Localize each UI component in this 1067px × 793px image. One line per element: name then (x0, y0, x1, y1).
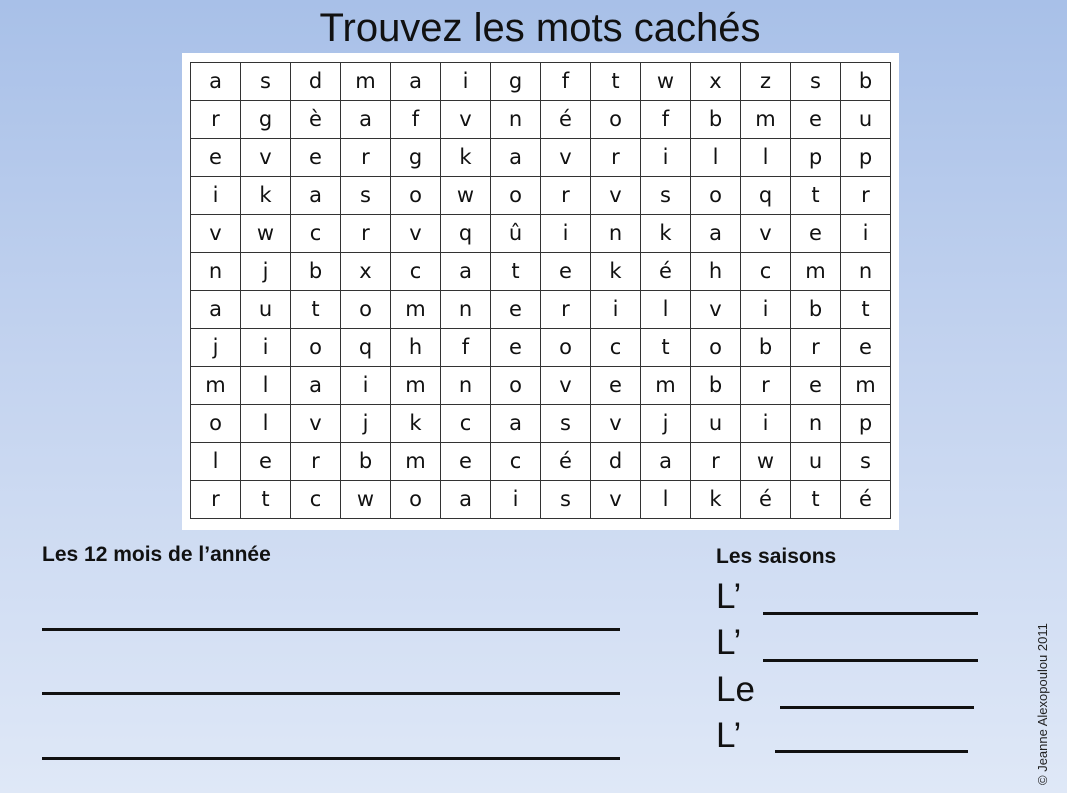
grid-letter-cell[interactable]: v (691, 291, 741, 329)
grid-letter-cell[interactable]: x (341, 253, 391, 291)
grid-letter-cell[interactable]: e (591, 367, 641, 405)
grid-letter-cell[interactable]: j (641, 405, 691, 443)
grid-letter-cell[interactable]: i (491, 481, 541, 519)
grid-letter-cell[interactable]: s (341, 177, 391, 215)
grid-letter-cell[interactable]: u (241, 291, 291, 329)
grid-letter-cell[interactable]: i (741, 405, 791, 443)
grid-row (191, 63, 891, 101)
grid-letter-cell[interactable]: m (791, 253, 841, 291)
season-answer-line[interactable] (763, 659, 978, 662)
grid-letter-cell[interactable]: r (591, 139, 641, 177)
grid-letter-cell[interactable]: q (741, 177, 791, 215)
grid-letter-cell[interactable]: e (491, 329, 541, 367)
grid-letter-cell[interactable]: w (241, 215, 291, 253)
grid-letter-cell[interactable]: e (841, 329, 891, 367)
grid-letter-cell[interactable]: z (741, 63, 791, 101)
grid-letter-cell[interactable]: c (291, 215, 341, 253)
grid-letter-cell[interactable]: w (341, 481, 391, 519)
grid-letter-cell[interactable]: t (791, 177, 841, 215)
word-search-grid (190, 62, 891, 519)
grid-letter-cell[interactable]: b (841, 63, 891, 101)
grid-letter-cell[interactable]: e (791, 215, 841, 253)
grid-letter-cell[interactable]: k (441, 139, 491, 177)
grid-letter-cell[interactable]: w (641, 63, 691, 101)
grid-letter-cell[interactable]: n (841, 253, 891, 291)
grid-letter-cell[interactable]: v (441, 101, 491, 139)
grid-letter-cell[interactable]: v (241, 139, 291, 177)
grid-letter-cell[interactable]: n (491, 101, 541, 139)
grid-letter-cell[interactable]: e (291, 139, 341, 177)
grid-letter-cell[interactable]: l (741, 139, 791, 177)
grid-row (191, 367, 891, 405)
grid-letter-cell[interactable]: m (641, 367, 691, 405)
grid-letter-cell[interactable]: b (691, 101, 741, 139)
grid-letter-cell[interactable]: é (841, 481, 891, 519)
grid-letter-cell[interactable]: j (191, 329, 241, 367)
grid-letter-cell[interactable]: m (391, 291, 441, 329)
grid-letter-cell[interactable]: b (741, 329, 791, 367)
grid-letter-cell[interactable]: o (191, 405, 241, 443)
grid-letter-cell[interactable]: r (341, 215, 391, 253)
grid-letter-cell[interactable]: e (241, 443, 291, 481)
grid-letter-cell[interactable]: a (191, 291, 241, 329)
season-article: L’ (716, 577, 742, 616)
grid-letter-cell[interactable]: r (341, 139, 391, 177)
grid-letter-cell[interactable]: c (441, 405, 491, 443)
grid-letter-cell[interactable]: d (291, 63, 341, 101)
grid-letter-cell[interactable]: p (841, 139, 891, 177)
grid-letter-cell[interactable]: h (691, 253, 741, 291)
grid-letter-cell[interactable]: l (241, 367, 291, 405)
grid-letter-cell[interactable]: é (641, 253, 691, 291)
grid-row (191, 405, 891, 443)
grid-letter-cell[interactable]: s (641, 177, 691, 215)
grid-letter-cell[interactable]: l (691, 139, 741, 177)
grid-letter-cell[interactable]: r (741, 367, 791, 405)
grid-letter-cell[interactable]: x (691, 63, 741, 101)
grid-letter-cell[interactable]: a (441, 481, 491, 519)
grid-letter-cell[interactable]: u (691, 405, 741, 443)
grid-letter-cell[interactable]: û (491, 215, 541, 253)
grid-letter-cell[interactable]: v (291, 405, 341, 443)
grid-letter-cell[interactable]: é (741, 481, 791, 519)
grid-letter-cell[interactable]: e (441, 443, 491, 481)
grid-letter-cell[interactable]: k (591, 253, 641, 291)
grid-letter-cell[interactable]: k (241, 177, 291, 215)
grid-letter-cell[interactable]: r (541, 291, 591, 329)
grid-letter-cell[interactable]: m (391, 367, 441, 405)
worksheet-title: Trouvez les mots cachés (319, 6, 761, 50)
grid-letter-cell[interactable]: o (541, 329, 591, 367)
grid-letter-cell[interactable]: e (791, 367, 841, 405)
grid-letter-cell[interactable]: r (541, 177, 591, 215)
grid-letter-cell[interactable]: o (391, 177, 441, 215)
grid-letter-cell[interactable]: v (591, 481, 641, 519)
grid-letter-cell[interactable]: f (541, 63, 591, 101)
grid-letter-cell[interactable]: é (541, 101, 591, 139)
grid-letter-cell[interactable]: n (191, 253, 241, 291)
copyright-notice: © Jeanne Alexopoulou 2011 (1035, 623, 1050, 785)
grid-letter-cell[interactable]: a (641, 443, 691, 481)
grid-letter-cell[interactable]: a (391, 63, 441, 101)
grid-letter-cell[interactable]: o (591, 101, 641, 139)
grid-letter-cell[interactable]: i (741, 291, 791, 329)
word-search-panel (182, 53, 899, 530)
grid-letter-cell[interactable]: e (191, 139, 241, 177)
grid-letter-cell[interactable]: v (741, 215, 791, 253)
grid-letter-cell[interactable]: a (441, 253, 491, 291)
grid-letter-cell[interactable]: m (341, 63, 391, 101)
grid-letter-cell[interactable]: o (491, 177, 541, 215)
grid-letter-cell[interactable]: v (591, 177, 641, 215)
month-answer-line[interactable] (42, 692, 620, 695)
grid-letter-cell[interactable]: n (591, 215, 641, 253)
grid-letter-cell[interactable]: c (391, 253, 441, 291)
grid-letter-cell[interactable]: c (291, 481, 341, 519)
grid-letter-cell[interactable]: i (191, 177, 241, 215)
grid-letter-cell[interactable]: a (691, 215, 741, 253)
grid-letter-cell[interactable]: b (291, 253, 341, 291)
grid-letter-cell[interactable]: r (691, 443, 741, 481)
grid-letter-cell[interactable]: r (291, 443, 341, 481)
grid-letter-cell[interactable]: a (491, 139, 541, 177)
grid-letter-cell[interactable]: s (541, 481, 591, 519)
grid-letter-cell[interactable]: o (341, 291, 391, 329)
grid-letter-cell[interactable]: i (641, 139, 691, 177)
grid-row (191, 291, 891, 329)
season-row (716, 670, 755, 710)
grid-letter-cell[interactable]: m (391, 443, 441, 481)
grid-letter-cell[interactable]: è (291, 101, 341, 139)
season-row (716, 623, 741, 663)
grid-row (191, 177, 891, 215)
season-answer-line[interactable] (763, 612, 978, 615)
grid-letter-cell[interactable]: i (241, 329, 291, 367)
grid-letter-cell[interactable]: l (191, 443, 241, 481)
grid-letter-cell[interactable]: o (291, 329, 341, 367)
grid-letter-cell[interactable]: c (591, 329, 641, 367)
grid-letter-cell[interactable]: i (591, 291, 641, 329)
grid-letter-cell[interactable]: s (541, 405, 591, 443)
season-article: Le (716, 670, 755, 709)
grid-letter-cell[interactable]: i (441, 63, 491, 101)
grid-row (191, 443, 891, 481)
grid-letter-cell[interactable]: t (241, 481, 291, 519)
grid-letter-cell[interactable]: r (191, 481, 241, 519)
grid-letter-cell[interactable]: l (241, 405, 291, 443)
grid-letter-cell[interactable]: e (541, 253, 591, 291)
month-answer-line[interactable] (42, 757, 620, 760)
grid-letter-cell[interactable]: g (391, 139, 441, 177)
grid-letter-cell[interactable]: t (791, 481, 841, 519)
grid-letter-cell[interactable]: q (341, 329, 391, 367)
grid-letter-cell[interactable]: p (791, 139, 841, 177)
grid-letter-cell[interactable]: f (641, 101, 691, 139)
grid-letter-cell[interactable]: m (841, 367, 891, 405)
grid-letter-cell[interactable]: k (691, 481, 741, 519)
grid-letter-cell[interactable]: a (191, 63, 241, 101)
grid-letter-cell[interactable]: o (691, 177, 741, 215)
grid-letter-cell[interactable]: o (491, 367, 541, 405)
grid-letter-cell[interactable]: i (341, 367, 391, 405)
grid-letter-cell[interactable]: b (341, 443, 391, 481)
season-row (716, 577, 741, 617)
grid-letter-cell[interactable]: w (441, 177, 491, 215)
season-article: L’ (716, 716, 742, 755)
grid-letter-cell[interactable]: m (191, 367, 241, 405)
grid-row (191, 139, 891, 177)
season-answer-line[interactable] (780, 706, 974, 709)
grid-letter-cell[interactable]: g (241, 101, 291, 139)
grid-letter-cell[interactable]: t (491, 253, 541, 291)
grid-letter-cell[interactable]: v (191, 215, 241, 253)
grid-letter-cell[interactable]: q (441, 215, 491, 253)
grid-letter-cell[interactable]: e (791, 101, 841, 139)
grid-letter-cell[interactable]: t (591, 63, 641, 101)
grid-letter-cell[interactable]: d (591, 443, 641, 481)
grid-letter-cell[interactable]: s (241, 63, 291, 101)
grid-row (191, 101, 891, 139)
grid-letter-cell[interactable]: n (441, 367, 491, 405)
grid-letter-cell[interactable]: v (591, 405, 641, 443)
grid-letter-cell[interactable]: i (541, 215, 591, 253)
grid-letter-cell[interactable]: a (291, 177, 341, 215)
grid-letter-cell[interactable]: t (841, 291, 891, 329)
month-answer-line[interactable] (42, 628, 620, 631)
grid-row (191, 329, 891, 367)
grid-letter-cell[interactable]: b (791, 291, 841, 329)
season-article: L’ (716, 623, 742, 662)
grid-letter-cell[interactable]: v (391, 215, 441, 253)
grid-letter-cell[interactable]: p (841, 405, 891, 443)
months-heading: Les 12 mois de l’année (42, 543, 271, 566)
grid-letter-cell[interactable]: a (341, 101, 391, 139)
grid-letter-cell[interactable]: o (391, 481, 441, 519)
grid-row (191, 215, 891, 253)
grid-letter-cell[interactable]: l (641, 481, 691, 519)
grid-letter-cell[interactable]: é (541, 443, 591, 481)
grid-letter-cell[interactable]: s (791, 63, 841, 101)
season-row (716, 716, 741, 756)
grid-letter-cell[interactable]: e (491, 291, 541, 329)
grid-letter-cell[interactable]: n (791, 405, 841, 443)
grid-letter-cell[interactable]: f (391, 101, 441, 139)
grid-row (191, 481, 891, 519)
grid-letter-cell[interactable]: g (491, 63, 541, 101)
grid-letter-cell[interactable]: f (441, 329, 491, 367)
grid-letter-cell[interactable]: v (541, 139, 591, 177)
grid-letter-cell[interactable]: o (691, 329, 741, 367)
grid-letter-cell[interactable]: j (341, 405, 391, 443)
seasons-heading: Les saisons (716, 545, 837, 568)
grid-letter-cell[interactable]: h (391, 329, 441, 367)
grid-letter-cell[interactable]: r (791, 329, 841, 367)
grid-letter-cell[interactable]: t (641, 329, 691, 367)
grid-letter-cell[interactable]: u (791, 443, 841, 481)
grid-letter-cell[interactable]: a (491, 405, 541, 443)
grid-row (191, 253, 891, 291)
grid-letter-cell[interactable]: c (491, 443, 541, 481)
grid-letter-cell[interactable]: b (691, 367, 741, 405)
season-answer-line[interactable] (775, 750, 968, 753)
grid-letter-cell[interactable]: w (741, 443, 791, 481)
grid-letter-cell[interactable]: k (641, 215, 691, 253)
grid-letter-cell[interactable]: k (391, 405, 441, 443)
grid-letter-cell[interactable]: j (241, 253, 291, 291)
grid-letter-cell[interactable]: n (441, 291, 491, 329)
grid-letter-cell[interactable]: m (741, 101, 791, 139)
grid-letter-cell[interactable]: c (741, 253, 791, 291)
grid-letter-cell[interactable]: r (841, 177, 891, 215)
grid-letter-cell[interactable]: v (541, 367, 591, 405)
grid-letter-cell[interactable]: u (841, 101, 891, 139)
grid-letter-cell[interactable]: t (291, 291, 341, 329)
grid-letter-cell[interactable]: i (841, 215, 891, 253)
grid-letter-cell[interactable]: s (841, 443, 891, 481)
grid-letter-cell[interactable]: r (191, 101, 241, 139)
grid-letter-cell[interactable]: a (291, 367, 341, 405)
grid-letter-cell[interactable]: l (641, 291, 691, 329)
